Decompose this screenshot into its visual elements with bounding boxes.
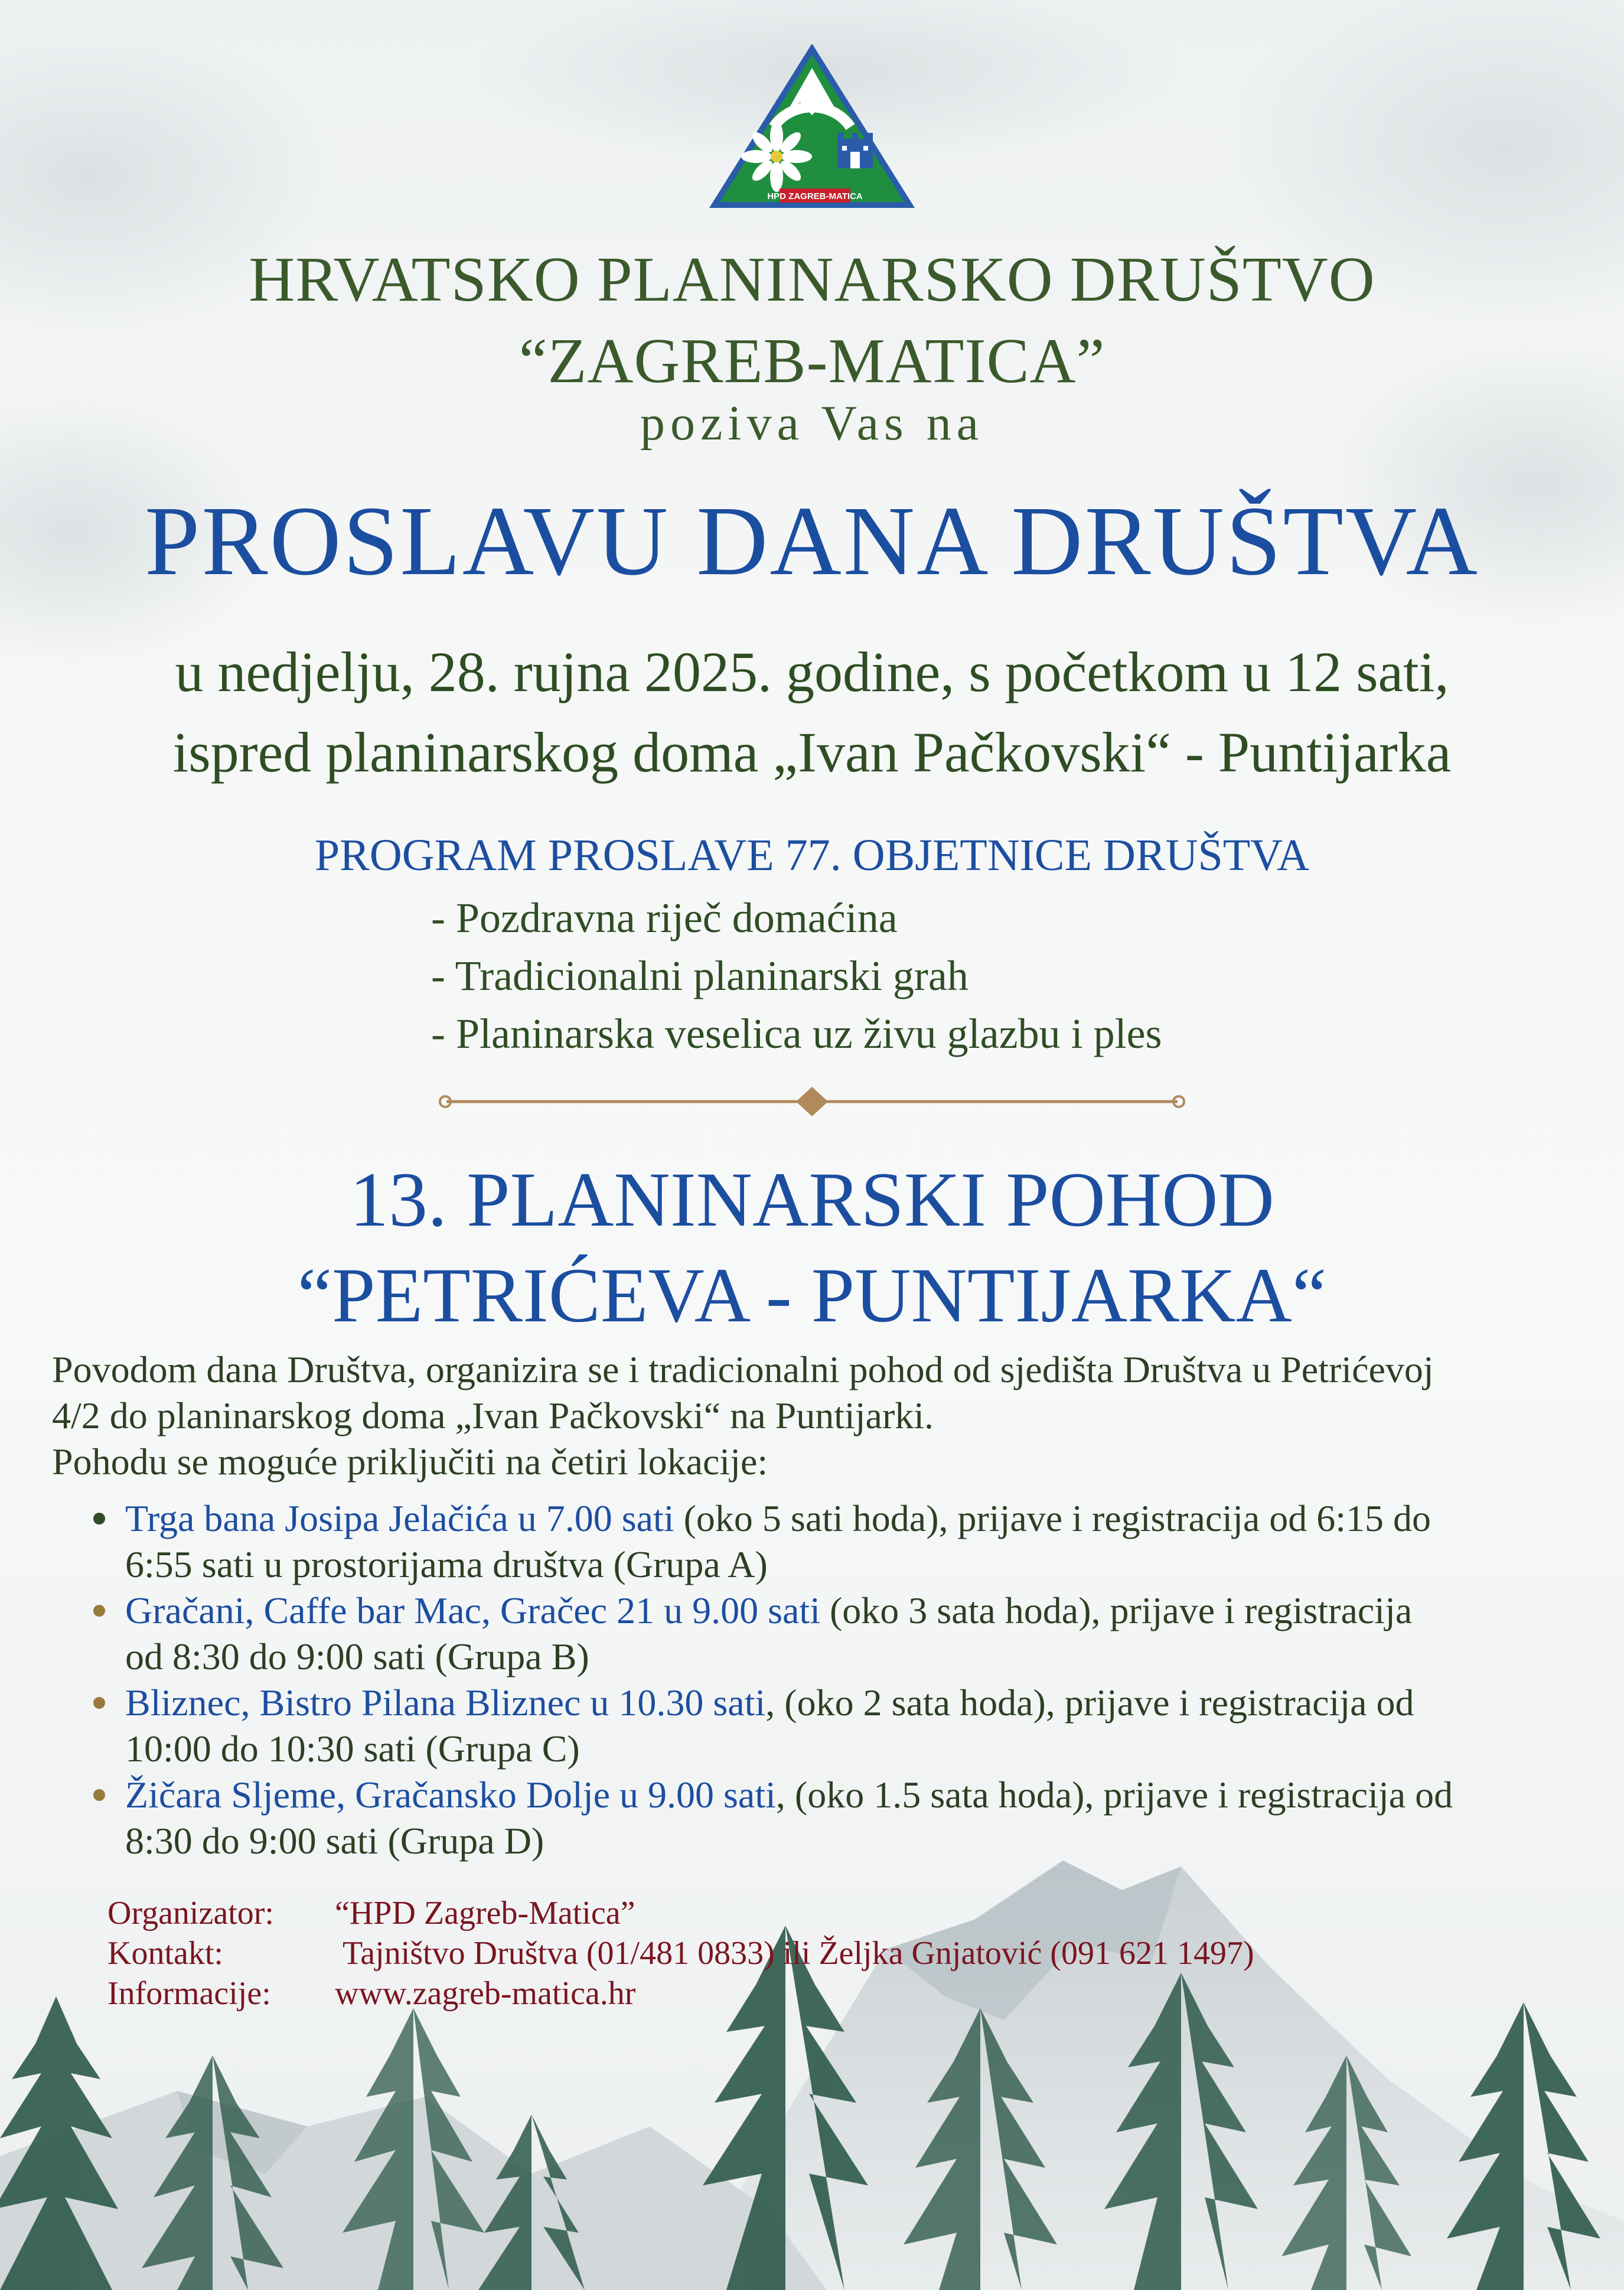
contact-value: “HPD Zagreb-Matica” — [335, 1895, 635, 1931]
bullet-icon — [93, 1605, 105, 1617]
invite-text: poziva Vas na — [640, 396, 984, 451]
location-details: , (oko 1.5 sata hoda), prijave i registracija od — [775, 1774, 1453, 1816]
location-item — [89, 1680, 1583, 1772]
program-item: - Tradicionalni planinarski grah — [431, 952, 968, 999]
program-list — [431, 889, 1162, 1063]
castle-icon — [837, 133, 873, 168]
organization-title — [0, 239, 1624, 402]
event-location-line: ispred planinarskog doma „Ivan Pačkovski“ - Puntijarka — [172, 721, 1452, 784]
club-logo — [709, 44, 915, 210]
hike-title-line: 13. PLANINARSKI POHOD — [350, 1156, 1274, 1243]
celebration-title: PROSLAVU DANA DRUŠTVA — [145, 486, 1479, 596]
location-place: Gračani, Caffe bar Mac, Gračec 21 u 9.00 sati — [125, 1589, 820, 1631]
contact-row-organizer — [107, 1893, 1254, 1933]
event-details — [0, 632, 1624, 793]
bullet-icon — [93, 1697, 105, 1709]
location-item — [89, 1588, 1583, 1680]
hike-intro-line: 4/2 do planinarskog doma „Ivan Pačkovski“ na Puntijarki. — [52, 1395, 934, 1436]
contact-value: Tajništvo Društva (01/481 0833) ili Željka Gnjatović (091 621 1497) — [335, 1935, 1254, 1972]
contact-row-info — [107, 1973, 1254, 2014]
location-place: Trga bana Josipa Jelačića u 7.00 sati — [125, 1497, 674, 1539]
contact-label: Informacije: — [107, 1975, 271, 2012]
location-details-cont: 10:00 do 10:30 sati (Grupa C) — [125, 1728, 580, 1770]
location-details-cont: 8:30 do 9:00 sati (Grupa D) — [125, 1820, 544, 1862]
location-details-cont: od 8:30 do 9:00 sati (Grupa B) — [125, 1636, 589, 1677]
contact-label: Organizator: — [107, 1895, 274, 1931]
hike-intro-line: Pohodu se moguće priključiti na četiri lokacije: — [52, 1441, 768, 1483]
program-title: PROGRAM PROSLAVE 77. OBJETNICE DRUŠTVA — [314, 830, 1310, 880]
location-details: , (oko 2 sata hoda), prijave i registracija od — [765, 1682, 1414, 1724]
location-item — [89, 1496, 1583, 1588]
contact-row-contact — [107, 1933, 1254, 1973]
location-item — [89, 1772, 1583, 1864]
website-link[interactable]: www.zagreb-matica.hr — [335, 1975, 636, 2012]
program-item: - Pozdravna riječ domaćina — [431, 894, 898, 942]
bullet-icon — [93, 1513, 105, 1525]
start-locations — [89, 1496, 1583, 1864]
bullet-icon — [93, 1789, 105, 1801]
hike-title — [0, 1152, 1624, 1343]
location-place: Bliznec, Bistro Pilana Bliznec u 10.30 sati — [125, 1682, 766, 1724]
location-place: Žičara Sljeme, Gračansko Dolje u 9.00 sati — [125, 1774, 776, 1816]
logo-text: HPD ZAGREB-MATICA — [767, 191, 863, 201]
diamond-icon — [796, 1087, 828, 1116]
hike-route-name: “PETRIĆEVA - PUNTIJARKA“ — [297, 1252, 1327, 1338]
location-details: (oko 5 sati hoda), prijave i registracija od 6:15 do — [674, 1497, 1431, 1539]
contact-label: Kontakt: — [107, 1935, 223, 1972]
organization-name: HRVATSKO PLANINARSKO DRUŠTVO — [249, 245, 1375, 315]
ornamental-divider — [437, 1081, 1187, 1122]
hike-intro-line: Povodom dana Društva, organizira se i tradicionalni pohod od sjedišta Društva u Petrićevoj — [52, 1348, 1434, 1390]
organization-subname: “ZAGREB-MATICA” — [518, 326, 1106, 396]
location-details: (oko 3 sata hoda), prijave i registracija — [820, 1589, 1413, 1631]
event-date-line: u nedjelju, 28. rujna 2025. godine, s početkom u 12 sati, — [175, 640, 1449, 703]
location-details-cont: 6:55 sati u prostorijama društva (Grupa A) — [125, 1543, 768, 1585]
hike-intro — [52, 1347, 1587, 1485]
program-item: - Planinarska veselica uz živu glazbu i ples — [431, 1010, 1162, 1057]
contact-info — [107, 1893, 1254, 2014]
